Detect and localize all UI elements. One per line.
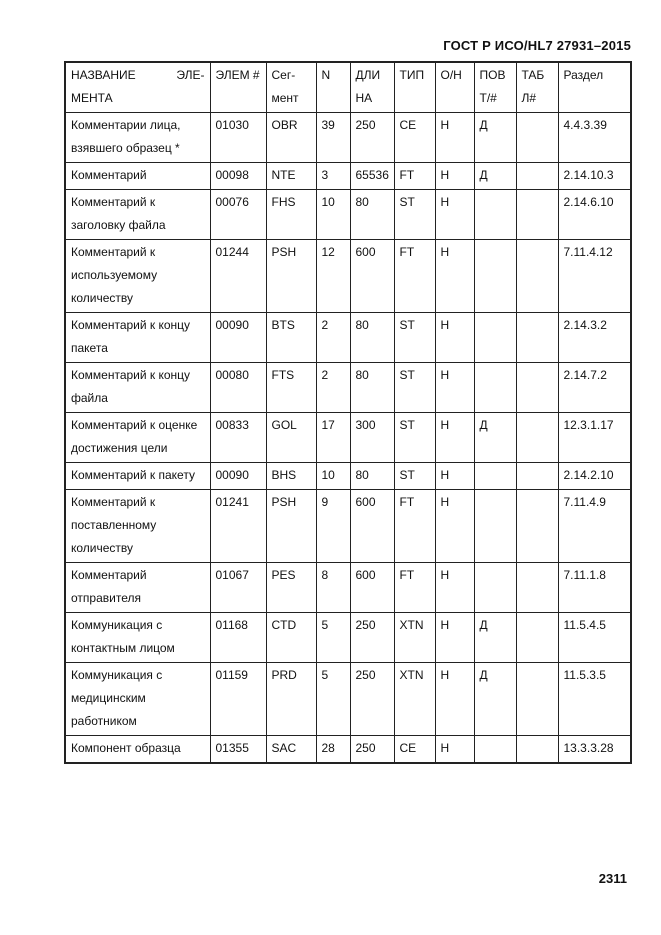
cell-length: 80 <box>350 363 394 413</box>
cell-section: 2.14.2.10 <box>558 463 631 490</box>
table-row <box>65 163 631 190</box>
table-row <box>65 736 631 764</box>
column-header-elem: ЭЛЕМ # <box>210 62 266 113</box>
cell-name: Комментарий <box>65 163 210 190</box>
cell-optionality: Н <box>435 163 474 190</box>
cell-table-ref <box>516 363 558 413</box>
cell-segment: OBR <box>266 113 316 163</box>
cell-optionality: Н <box>435 313 474 363</box>
cell-elem: 01241 <box>210 490 266 563</box>
cell-elem: 00080 <box>210 363 266 413</box>
cell-length: 80 <box>350 313 394 363</box>
table-row <box>65 240 631 313</box>
cell-type: XTN <box>394 663 435 736</box>
cell-n: 5 <box>316 613 350 663</box>
cell-n: 10 <box>316 463 350 490</box>
cell-segment: PSH <box>266 240 316 313</box>
cell-n: 10 <box>316 190 350 240</box>
cell-section: 13.3.3.28 <box>558 736 631 764</box>
cell-type: FT <box>394 240 435 313</box>
table-row <box>65 463 631 490</box>
column-header-n: N <box>316 62 350 113</box>
cell-segment: BTS <box>266 313 316 363</box>
cell-elem: 00833 <box>210 413 266 463</box>
column-header-repeat: ПОВ Т/# <box>474 62 516 113</box>
cell-type: FT <box>394 163 435 190</box>
cell-name: Комментарий к пакету <box>65 463 210 490</box>
cell-elem: 01067 <box>210 563 266 613</box>
cell-table-ref <box>516 563 558 613</box>
cell-table-ref <box>516 736 558 764</box>
column-header-type: ТИП <box>394 62 435 113</box>
cell-repeat <box>474 563 516 613</box>
cell-length: 250 <box>350 736 394 764</box>
cell-repeat <box>474 313 516 363</box>
cell-name: Комментарий к используемому количеству <box>65 240 210 313</box>
cell-segment: PES <box>266 563 316 613</box>
cell-name: Комментарий к оценке достижения цели <box>65 413 210 463</box>
cell-section: 2.14.7.2 <box>558 363 631 413</box>
cell-length: 600 <box>350 240 394 313</box>
cell-optionality: Н <box>435 113 474 163</box>
cell-section: 2.14.3.2 <box>558 313 631 363</box>
cell-segment: PRD <box>266 663 316 736</box>
cell-section: 11.5.4.5 <box>558 613 631 663</box>
cell-name: Комментарий отправителя <box>65 563 210 613</box>
cell-segment: BHS <box>266 463 316 490</box>
cell-optionality: Н <box>435 736 474 764</box>
cell-length: 250 <box>350 663 394 736</box>
cell-segment: PSH <box>266 490 316 563</box>
cell-repeat: Д <box>474 163 516 190</box>
cell-segment: CTD <box>266 613 316 663</box>
cell-optionality: Н <box>435 363 474 413</box>
column-header-optionality: О/Н <box>435 62 474 113</box>
cell-repeat: Д <box>474 663 516 736</box>
cell-n: 5 <box>316 663 350 736</box>
cell-table-ref <box>516 663 558 736</box>
table-row <box>65 313 631 363</box>
column-header-section: Раздел <box>558 62 631 113</box>
cell-repeat <box>474 490 516 563</box>
cell-segment: NTE <box>266 163 316 190</box>
column-header-table: ТАБ Л# <box>516 62 558 113</box>
cell-type: ST <box>394 313 435 363</box>
cell-segment: SAC <box>266 736 316 764</box>
cell-optionality: Н <box>435 563 474 613</box>
cell-name: Комментарий к концу файла <box>65 363 210 413</box>
cell-optionality: Н <box>435 613 474 663</box>
cell-table-ref <box>516 463 558 490</box>
cell-type: ST <box>394 463 435 490</box>
cell-name: Комментарий к заголовку файла <box>65 190 210 240</box>
cell-section: 12.3.1.17 <box>558 413 631 463</box>
cell-length: 250 <box>350 113 394 163</box>
cell-optionality: Н <box>435 490 474 563</box>
cell-table-ref <box>516 240 558 313</box>
cell-section: 7.11.4.9 <box>558 490 631 563</box>
table-row <box>65 490 631 563</box>
cell-repeat: Д <box>474 113 516 163</box>
cell-repeat <box>474 363 516 413</box>
cell-table-ref <box>516 190 558 240</box>
cell-n: 2 <box>316 363 350 413</box>
column-header-segment: Сег-мент <box>266 62 316 113</box>
elements-table <box>64 61 632 764</box>
cell-elem: 01355 <box>210 736 266 764</box>
cell-type: CE <box>394 736 435 764</box>
cell-segment: FTS <box>266 363 316 413</box>
cell-n: 17 <box>316 413 350 463</box>
cell-elem: 01244 <box>210 240 266 313</box>
cell-n: 8 <box>316 563 350 613</box>
cell-repeat: Д <box>474 613 516 663</box>
cell-name: Коммуникация с медицинским работником <box>65 663 210 736</box>
table-row <box>65 613 631 663</box>
cell-length: 300 <box>350 413 394 463</box>
cell-length: 80 <box>350 190 394 240</box>
cell-table-ref <box>516 413 558 463</box>
cell-elem: 01030 <box>210 113 266 163</box>
cell-section: 11.5.3.5 <box>558 663 631 736</box>
cell-section: 2.14.10.3 <box>558 163 631 190</box>
table-row <box>65 413 631 463</box>
cell-type: ST <box>394 413 435 463</box>
cell-type: XTN <box>394 613 435 663</box>
cell-name: Комментарий к поставленному количеству <box>65 490 210 563</box>
cell-elem: 01168 <box>210 613 266 663</box>
cell-segment: GOL <box>266 413 316 463</box>
cell-name: Компонент образца <box>65 736 210 764</box>
cell-elem: 00098 <box>210 163 266 190</box>
table-row <box>65 113 631 163</box>
cell-section: 2.14.6.10 <box>558 190 631 240</box>
cell-repeat: Д <box>474 413 516 463</box>
table-row <box>65 363 631 413</box>
cell-table-ref <box>516 490 558 563</box>
cell-section: 7.11.4.12 <box>558 240 631 313</box>
cell-n: 3 <box>316 163 350 190</box>
cell-repeat <box>474 736 516 764</box>
cell-optionality: Н <box>435 663 474 736</box>
cell-optionality: Н <box>435 190 474 240</box>
cell-section: 7.11.1.8 <box>558 563 631 613</box>
cell-type: FT <box>394 490 435 563</box>
cell-n: 12 <box>316 240 350 313</box>
cell-length: 600 <box>350 490 394 563</box>
cell-n: 28 <box>316 736 350 764</box>
cell-n: 39 <box>316 113 350 163</box>
cell-elem: 01159 <box>210 663 266 736</box>
cell-table-ref <box>516 113 558 163</box>
cell-section: 4.4.3.39 <box>558 113 631 163</box>
cell-table-ref <box>516 613 558 663</box>
cell-repeat <box>474 190 516 240</box>
cell-optionality: Н <box>435 413 474 463</box>
cell-type: CE <box>394 113 435 163</box>
cell-optionality: Н <box>435 240 474 313</box>
column-header-length: ДЛИ НА <box>350 62 394 113</box>
cell-optionality: Н <box>435 463 474 490</box>
cell-elem: 00090 <box>210 463 266 490</box>
cell-type: ST <box>394 190 435 240</box>
cell-type: FT <box>394 563 435 613</box>
cell-length: 80 <box>350 463 394 490</box>
document-code: ГОСТ Р ИСО/HL7 27931–2015 <box>443 38 631 53</box>
table-row <box>65 190 631 240</box>
page-number: 2311 <box>598 871 627 886</box>
cell-name: Комментарии лица, взявшего образец * <box>65 113 210 163</box>
cell-repeat <box>474 463 516 490</box>
cell-n: 2 <box>316 313 350 363</box>
table-row <box>65 563 631 613</box>
cell-name: Коммуникация с контактным лицом <box>65 613 210 663</box>
cell-name: Комментарий к концу пакета <box>65 313 210 363</box>
table-row <box>65 663 631 736</box>
table-header-row <box>65 62 631 113</box>
cell-length: 65536 <box>350 163 394 190</box>
cell-n: 9 <box>316 490 350 563</box>
cell-elem: 00076 <box>210 190 266 240</box>
cell-repeat <box>474 240 516 313</box>
cell-table-ref <box>516 163 558 190</box>
cell-elem: 00090 <box>210 313 266 363</box>
cell-table-ref <box>516 313 558 363</box>
cell-segment: FHS <box>266 190 316 240</box>
cell-length: 600 <box>350 563 394 613</box>
cell-type: ST <box>394 363 435 413</box>
cell-length: 250 <box>350 613 394 663</box>
column-header-name: НАЗВАНИЕ ЭЛЕ-МЕНТА <box>65 62 210 113</box>
